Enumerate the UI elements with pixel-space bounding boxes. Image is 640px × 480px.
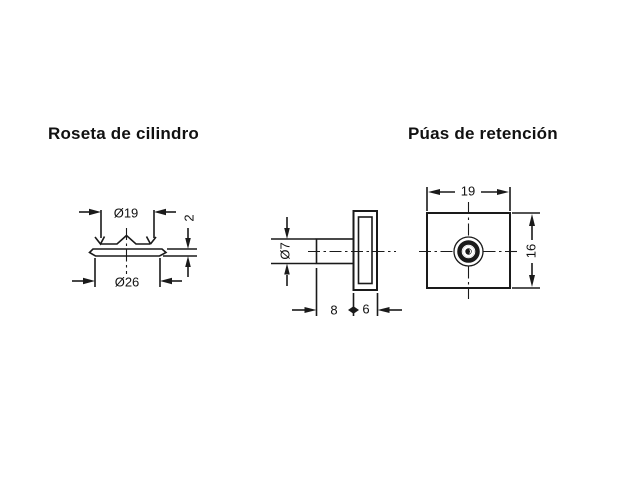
arrowhead-icon — [284, 228, 290, 239]
arrowhead-icon — [160, 278, 172, 284]
dim-label-flange-diameter: Ø26 — [114, 274, 140, 290]
arrowhead-icon — [154, 209, 166, 215]
dim-label-pin-length: 8 — [330, 302, 338, 318]
rosette-flange — [90, 249, 167, 256]
arrowhead-icon — [284, 264, 290, 275]
arrowhead-icon — [185, 238, 191, 249]
retainer-front-view — [419, 183, 540, 299]
dim-label-pin-diameter: Ø7 — [277, 242, 293, 260]
dim-label-plate-width: 19 — [460, 183, 476, 199]
arrowhead-icon — [89, 209, 101, 215]
arrowhead-icon — [529, 275, 535, 287]
arrowhead-icon — [305, 307, 317, 313]
retainer-plate-outer — [354, 211, 378, 290]
dim-label-plate-thickness: 6 — [362, 301, 370, 317]
dim-label-top-diameter: Ø19 — [113, 205, 139, 221]
retainer-title: Púas de retención — [408, 124, 558, 143]
retainer-side-view — [271, 211, 402, 316]
arrowhead-icon — [497, 189, 509, 195]
dim-label-plate-height: 16 — [523, 243, 539, 259]
arrowhead-icon — [529, 214, 535, 226]
rosette-title: Roseta de cilindro — [48, 124, 199, 143]
dim-extension-line — [163, 249, 197, 256]
arrowhead-icon — [185, 256, 191, 267]
arrowhead-icon — [378, 307, 390, 313]
rivet-center-icon — [454, 237, 483, 266]
dim-label-flange-thickness: 2 — [181, 214, 197, 222]
rosette-cup-profile — [95, 236, 156, 245]
arrowhead-icon — [428, 189, 440, 195]
shared-arrowhead-icon — [348, 306, 359, 314]
arrowhead-icon — [83, 278, 95, 284]
